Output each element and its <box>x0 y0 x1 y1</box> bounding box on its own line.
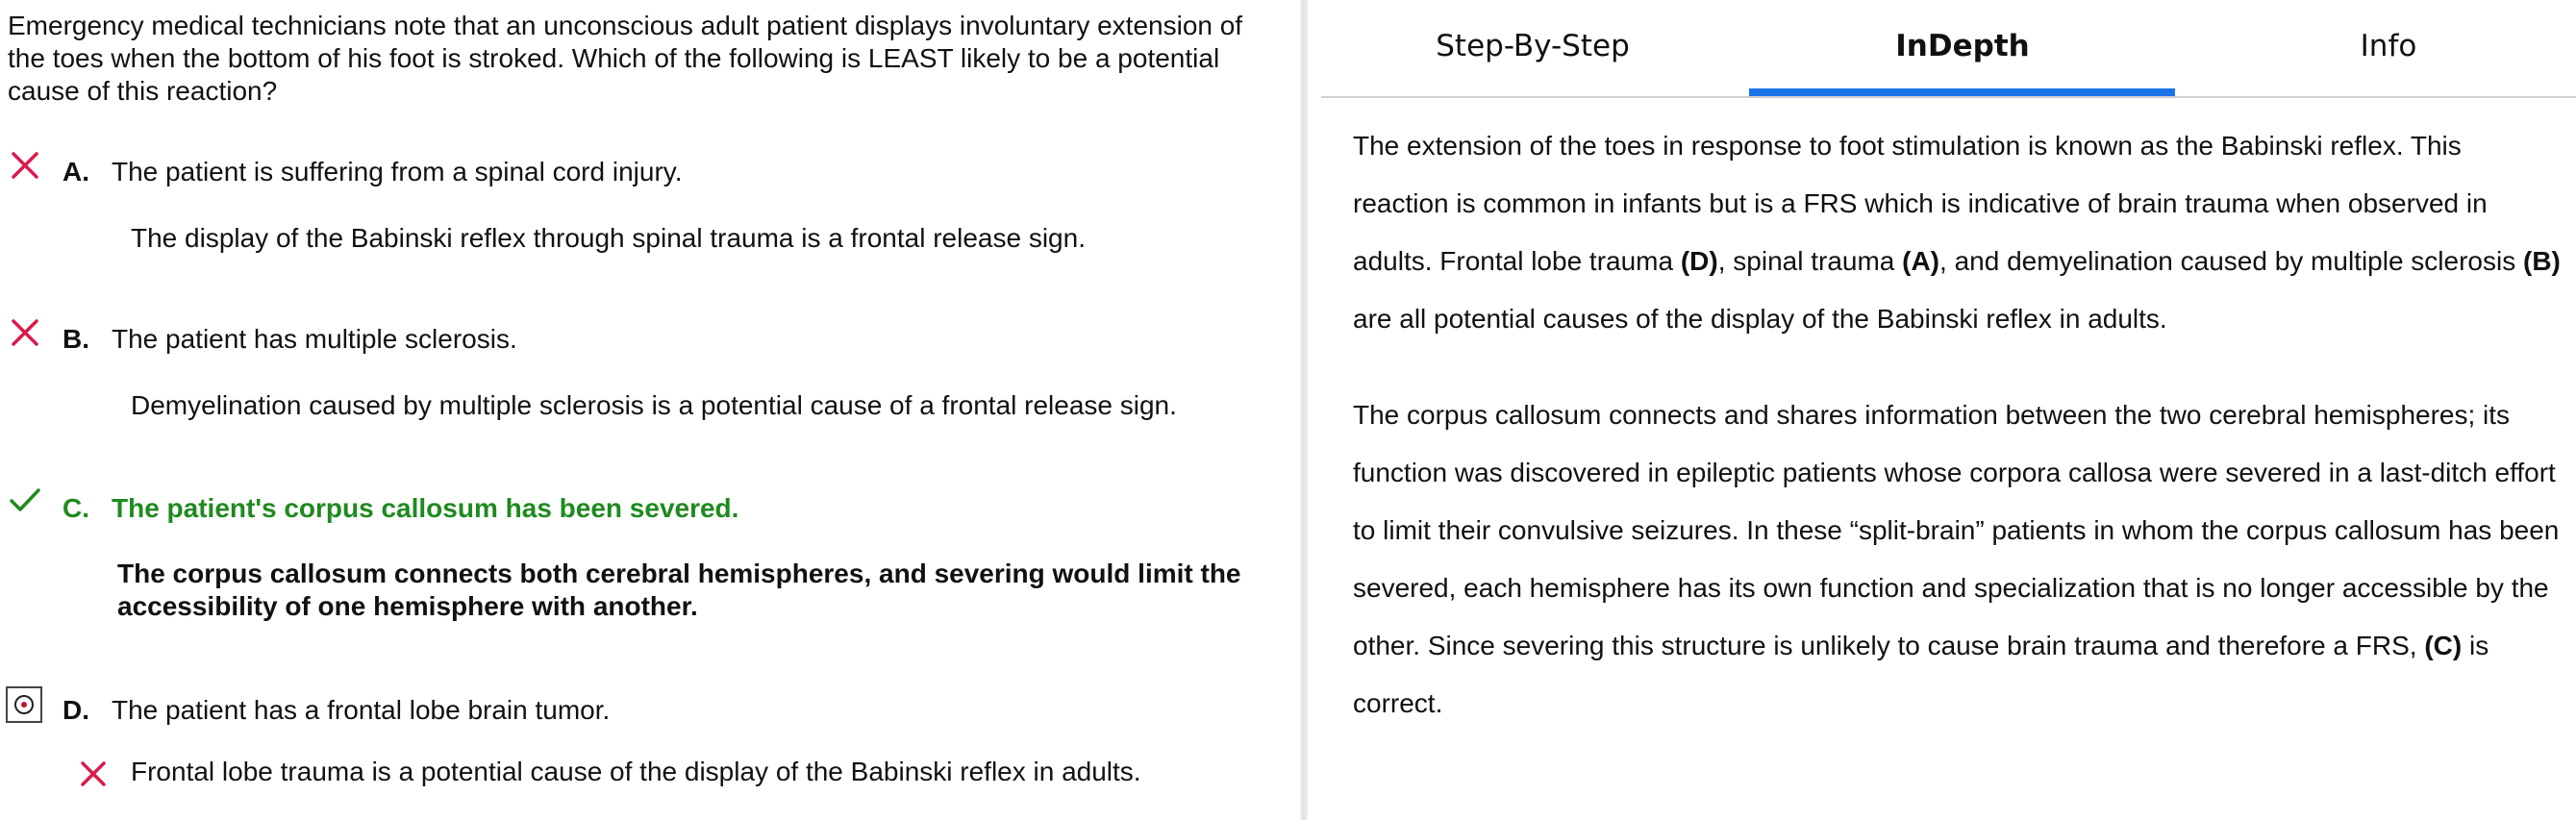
option-a[interactable] <box>0 146 1300 190</box>
radio-selected-icon[interactable] <box>6 686 42 723</box>
active-tab-indicator <box>1749 88 2175 96</box>
option-explanation: The corpus callosum connects both cerebral hemispheres, and severing would limit the accessibility of one hemisphere with another. <box>117 559 1241 621</box>
explanation-panel <box>1308 0 2576 820</box>
option-letter: A. <box>63 157 89 186</box>
option-letter: B. <box>63 324 89 354</box>
option-explanation: Demyelination caused by multiple sclerosis is a potential cause of a frontal release sign. <box>131 390 1177 420</box>
indepth-paragraph: The extension of the toes in response to foot stimulation is known as the Babinski reflex. This reaction is common in infants but is a FRS which is indicative of brain trauma when observed in adults. Frontal lobe trauma (D), spinal trauma (A), and demyelination caused by multiple sclerosis (B) are all potential causes of the display of the Babinski reflex in adults. <box>1353 131 2561 334</box>
option-text: The patient's corpus callosum has been severed. <box>112 493 739 523</box>
option-letter: C. <box>63 493 89 523</box>
indepth-paragraph: The corpus callosum connects and shares information between the two cerebral hemispheres; its function was discovered in epileptic patients whose corpora callosa were severed in a last-ditch effort to limit their convulsive seizures. In these “split-brain” patients in whom the corpus callosum has been severed, each hemisphere has its own function and specialization that is no longer accessible by the other. Since severing this structure is unlikely to cause brain trauma and therefore a FRS, (C) is correct. <box>1353 400 2560 718</box>
incorrect-x-icon <box>77 758 110 790</box>
incorrect-x-icon <box>8 148 42 183</box>
option-explanation: The display of the Babinski reflex through spinal trauma is a frontal release sign. <box>131 223 1086 253</box>
option-text: The patient has multiple sclerosis. <box>112 324 517 354</box>
incorrect-x-icon <box>8 315 42 350</box>
question-stem: Emergency medical technicians note that an unconscious adult patient displays involuntary extension of the toes when the bottom of his foot is stroked. Which of the following is LEAST likely to be a potential cause of this reaction? <box>8 11 1243 106</box>
option-text: The patient is suffering from a spinal cord injury. <box>112 157 683 186</box>
option-letter: D. <box>63 695 89 725</box>
option-c[interactable] <box>0 481 1300 525</box>
option-explanation: Frontal lobe trauma is a potential cause of the display of the Babinski reflex in adults. <box>131 757 1141 786</box>
tab-indepth[interactable]: InDepth <box>1895 29 2030 63</box>
checkmark-icon <box>8 483 42 517</box>
indepth-content <box>1353 117 2564 771</box>
option-d[interactable] <box>0 684 1300 729</box>
tab-step-by-step[interactable]: Step-By-Step <box>1436 29 1630 63</box>
tab-info[interactable]: Info <box>2360 29 2417 63</box>
option-text: The patient has a frontal lobe brain tumor. <box>112 695 611 725</box>
panel-divider <box>1300 0 1308 820</box>
option-b[interactable] <box>0 313 1300 358</box>
explanation-tabs <box>1321 0 2576 98</box>
